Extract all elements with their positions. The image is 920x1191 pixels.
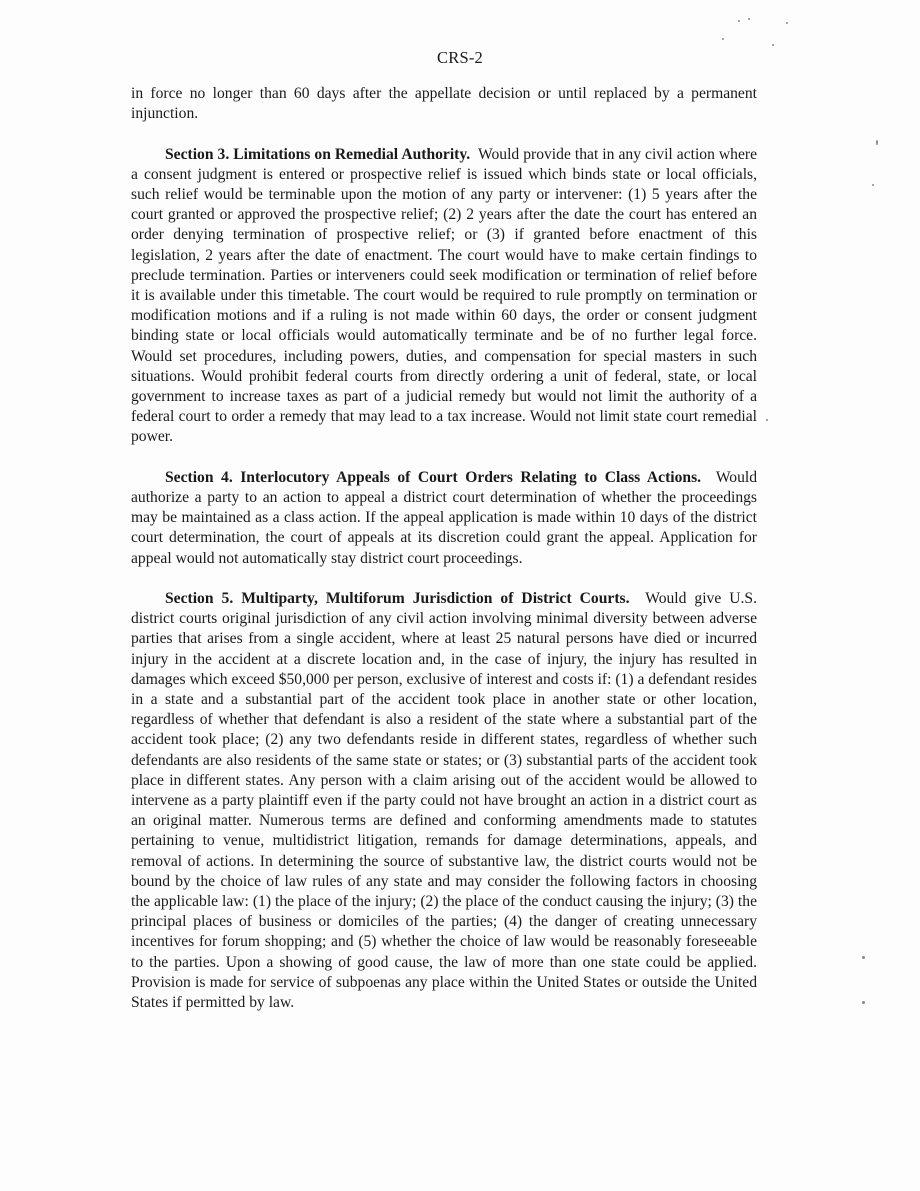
scan-speck	[722, 38, 724, 40]
scan-speck	[766, 419, 768, 421]
section-4-heading: Section 4. Interlocutory Appeals of Court Orders Relating to Class Actions.	[165, 468, 702, 486]
document-body	[131, 84, 757, 1033]
scan-speck	[872, 184, 874, 186]
section-4-paragraph	[131, 468, 757, 569]
page-header: CRS-2	[437, 48, 483, 67]
section-5-text: Would give U.S. district courts original jurisdiction of any civil action involving minimal diversity between adverse parties that arises from a single accident, where at least 25 natural persons have died or incurred injury in the accident at a discrete location and, in the case of injury, the injury has resulted in damages which exceed $50,000 per person, exclusive of interest and costs if: (1) a defendant resides in a state and a substantial part of the accident took place in another state or other location, regardless of whether that defendant is also a resident of the state where a substantial part of the accident took place; (2) any two defendants reside in different states, regardless of whether such defendants are also residents of the same state or states; or (3) substantial parts of the accident took place in different states. Any person with a claim arising out of the accident would be allowed to intervene as a party plaintiff even if the party could not have brought an action in a district court as an original matter. Numerous terms are defined and conforming amendments made to statutes pertaining to venue, multidistrict litigation, remands for damage determinations, appeals, and removal of actions. In determining the source of substantive law, the district courts would not be bound by the choice of law rules of any state and may consider the following factors in choosing the applicable law: (1) the place of the injury; (2) the place of the conduct causing the injury; (3) the principal places of business or domiciles of the parties; (4) the danger of creating unnecessary incentives for forum shopping; and (5) whether the choice of law would be reasonably foreseeable to the parties. Upon a showing of good cause, the law of more than one state could be applied. Provision is made for service of subpoenas any place within the United States or outside the United States if permitted by law.	[131, 590, 758, 1012]
section-3-heading: Section 3. Limitations on Remedial Authority.	[165, 145, 471, 163]
section-4-text: Would authorize a party to an action to appeal a district court determination of whether the proceedings may be maintained as a class action. If the appeal application is made within 10 days of the district court determination, the court of appeals at its discretion could grant the appeal. Application for appeal would not automatically stay district court proceedings.	[131, 468, 758, 567]
section-5-paragraph	[131, 589, 757, 1013]
scan-speck	[876, 140, 878, 145]
scan-speck	[862, 956, 865, 959]
scan-speck	[786, 22, 788, 24]
continuation-paragraph: in force no longer than 60 days after the appellate decision or until replaced by a permanent injunction.	[131, 85, 757, 123]
section-5-heading: Section 5. Multiparty, Multiforum Jurisdiction of District Courts.	[165, 590, 630, 608]
section-3-text: Would provide that in any civil action where a consent judgment is entered or prospective relief is issued which binds state or local officials, such relief would be terminable upon the motion of any party or intervener: (1) 5 years after the court granted or approved the prospective relief; (2) 2 years after the date the court has entered an order denying termination of prospective relief; or (3) if granted before enactment of this legislation, 2 years after the date of enactment. The court would have to make certain findings to preclude termination. Parties or interveners could seek modification or termination of relief before it is available under this timetable. The court would be required to rule promptly on termination or modification motions and if a ruling is not made within 60 days, the order or consent judgment binding state or local officials would automatically terminate and be of no further legal force. Would set procedures, including powers, duties, and compensation for special masters in such situations. Would prohibit federal courts from directly ordering a unit of federal, state, or local government to increase taxes as part of a judicial remedy but would not limit the authority of a federal court to order a remedy that may lead to a tax increase. Would not limit state court remedial power.	[131, 145, 757, 446]
scan-speck	[862, 1001, 865, 1004]
scan-speck	[748, 18, 750, 20]
section-3-paragraph	[131, 145, 757, 448]
scan-speck	[772, 44, 774, 46]
scan-speck	[738, 20, 740, 22]
